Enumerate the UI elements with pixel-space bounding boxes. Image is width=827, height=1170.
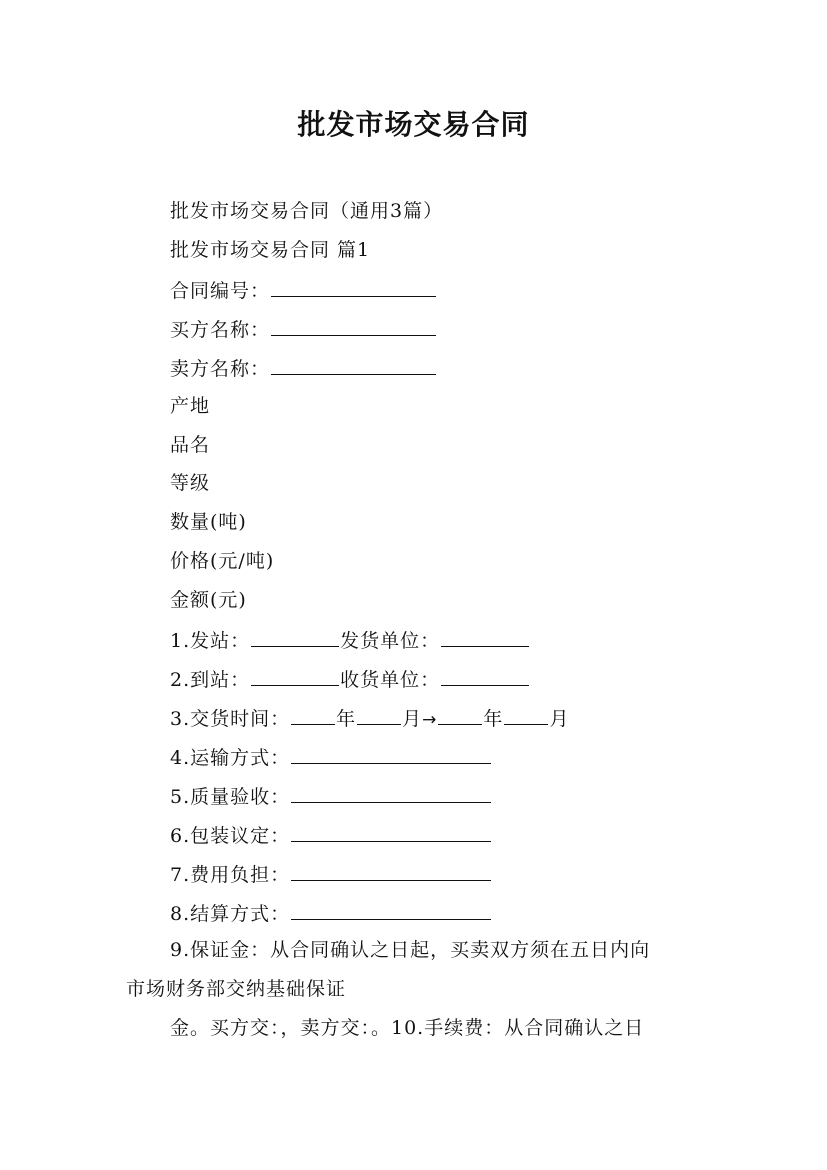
deposit-paragraph-line-1: 9.保证金：从合同确认之日起，买卖双方须在五日内向 [170, 939, 651, 961]
settlement-label: 8.结算方式： [170, 903, 291, 925]
dispatch-station-label: 1.发站： [170, 630, 251, 652]
field-grade: 等级 [170, 472, 211, 494]
shipper-label: 发货单位： [340, 630, 441, 652]
item-dispatch-station [170, 627, 530, 653]
item-settlement [170, 900, 492, 926]
consignee-blank [441, 666, 529, 686]
buyer-name-blank [271, 316, 436, 336]
month-label-2: 月 [549, 708, 570, 730]
document-subtitle: 批发市场交易合同（通用3篇） [170, 200, 444, 222]
field-product-name: 品名 [170, 434, 211, 456]
item-cost-bearing [170, 861, 492, 887]
transport-method-label: 4.运输方式： [170, 747, 291, 769]
seller-name-line [170, 355, 437, 381]
item-packaging [170, 822, 492, 848]
cost-bearing-label: 7.费用负担： [170, 864, 291, 886]
year-label-2: 年 [483, 708, 504, 730]
delivery-time-label: 3.交货时间： [170, 708, 291, 730]
section-heading: 批发市场交易合同 篇1 [170, 239, 371, 261]
month-label: 月 [402, 708, 423, 730]
settlement-blank [291, 900, 491, 920]
packaging-blank [291, 822, 491, 842]
right-arrow-icon: → [422, 710, 438, 730]
quality-inspection-label: 5.质量验收： [170, 786, 291, 808]
end-year-blank [438, 705, 482, 725]
quality-inspection-blank [291, 783, 491, 803]
start-year-blank [291, 705, 335, 725]
consignee-label: 收货单位： [340, 669, 441, 691]
field-origin: 产地 [170, 395, 211, 417]
item-transport-method [170, 744, 492, 770]
deposit-paragraph-line-3: 金。买方交：，卖方交：。10.手续费：从合同确认之日 [170, 1017, 645, 1039]
shipper-blank [441, 627, 529, 647]
contract-number-blank [271, 277, 436, 297]
buyer-name-line [170, 316, 437, 342]
item-delivery-time [170, 705, 569, 732]
cost-bearing-blank [291, 861, 491, 881]
year-label: 年 [336, 708, 357, 730]
buyer-name-label: 买方名称： [170, 319, 271, 341]
field-price: 价格(元/吨) [170, 550, 275, 572]
arrival-station-blank [251, 666, 339, 686]
deposit-paragraph-line-2: 市场财务部交纳基础保证 [126, 978, 347, 1000]
transport-method-blank [291, 744, 491, 764]
item-arrival-station [170, 666, 530, 692]
dispatch-station-blank [251, 627, 339, 647]
packaging-label: 6.包装议定： [170, 825, 291, 847]
contract-number-line [170, 277, 437, 303]
field-amount: 金额(元) [170, 589, 247, 611]
item-quality-inspection [170, 783, 492, 809]
seller-name-blank [271, 355, 436, 375]
arrival-station-label: 2.到站： [170, 669, 251, 691]
document-title: 批发市场交易合同 [297, 108, 530, 141]
field-quantity: 数量(吨) [170, 511, 247, 533]
start-month-blank [357, 705, 401, 725]
seller-name-label: 卖方名称： [170, 358, 271, 380]
end-month-blank [504, 705, 548, 725]
contract-number-label: 合同编号： [170, 280, 271, 302]
